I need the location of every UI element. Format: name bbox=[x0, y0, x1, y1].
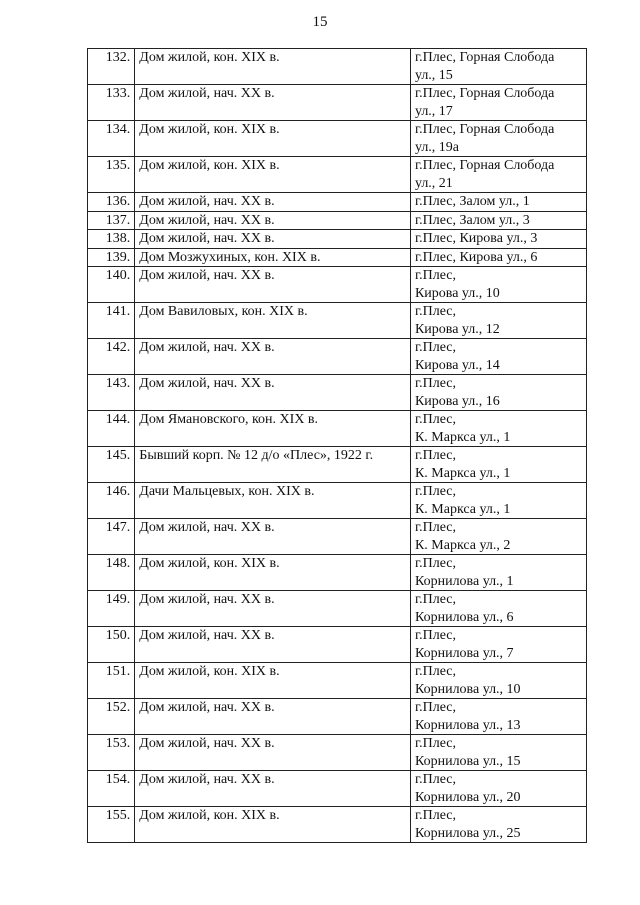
address-cell bbox=[410, 211, 586, 230]
address-line: Корнилова ул., 20 bbox=[414, 789, 521, 805]
object-description-cell: Дом жилой, нач. XX в. bbox=[135, 375, 411, 411]
table-row bbox=[88, 375, 587, 411]
row-number-cell: 148. bbox=[88, 555, 135, 591]
address-line: ул., 21 bbox=[414, 175, 453, 191]
object-description-cell: Дачи Мальцевых, кон. XIX в. bbox=[135, 483, 411, 519]
address-line: г.Плес, bbox=[414, 700, 456, 715]
row-number-cell: 136. bbox=[88, 193, 135, 212]
address-line: г.Плес, Залом ул., 1 bbox=[414, 194, 530, 209]
address-line: К. Маркса ул., 1 bbox=[414, 429, 511, 445]
address-line: г.Плес, Горная Слобода bbox=[414, 50, 555, 65]
object-description-cell: Дом жилой, кон. XIX в. bbox=[135, 49, 411, 85]
table-row bbox=[88, 519, 587, 555]
row-number-cell: 140. bbox=[88, 267, 135, 303]
address-line: г.Плес, bbox=[414, 736, 456, 751]
row-number-cell: 134. bbox=[88, 121, 135, 157]
address-line: г.Плес, Горная Слобода bbox=[414, 122, 555, 137]
table-row bbox=[88, 555, 587, 591]
table-row bbox=[88, 663, 587, 699]
table-row bbox=[88, 248, 587, 267]
row-number-cell: 135. bbox=[88, 157, 135, 193]
address-line: Кирова ул., 10 bbox=[414, 285, 500, 301]
object-description-cell: Дом жилой, нач. XX в. bbox=[135, 193, 411, 212]
address-line: Кирова ул., 14 bbox=[414, 357, 500, 373]
address-line: г.Плес, bbox=[414, 448, 456, 463]
object-description-cell: Дом жилой, нач. XX в. bbox=[135, 699, 411, 735]
table-row bbox=[88, 85, 587, 121]
row-number-cell: 137. bbox=[88, 211, 135, 230]
row-number-cell: 139. bbox=[88, 248, 135, 267]
object-description-cell: Дом жилой, нач. XX в. bbox=[135, 591, 411, 627]
object-description-cell: Дом жилой, нач. XX в. bbox=[135, 85, 411, 121]
address-line: г.Плес, bbox=[414, 268, 456, 283]
address-line: Кирова ул., 12 bbox=[414, 321, 500, 337]
row-number-cell: 141. bbox=[88, 303, 135, 339]
address-line: Кирова ул., 16 bbox=[414, 393, 500, 409]
table-row bbox=[88, 483, 587, 519]
address-line: Корнилова ул., 10 bbox=[414, 681, 521, 697]
row-number-cell: 133. bbox=[88, 85, 135, 121]
address-cell bbox=[410, 555, 586, 591]
object-description-cell: Дом жилой, кон. XIX в. bbox=[135, 807, 411, 843]
row-number-cell: 152. bbox=[88, 699, 135, 735]
address-line: г.Плес, Горная Слобода bbox=[414, 158, 555, 173]
object-description-cell: Дом жилой, нач. XX в. bbox=[135, 735, 411, 771]
table-row bbox=[88, 627, 587, 663]
object-description-cell: Дом Вавиловых, кон. XIX в. bbox=[135, 303, 411, 339]
address-cell bbox=[410, 627, 586, 663]
address-cell bbox=[410, 303, 586, 339]
address-cell bbox=[410, 411, 586, 447]
table-row bbox=[88, 303, 587, 339]
object-description-cell: Дом жилой, нач. XX в. bbox=[135, 771, 411, 807]
row-number-cell: 142. bbox=[88, 339, 135, 375]
object-description-cell: Бывший корп. № 12 д/о «Плес», 1922 г. bbox=[135, 447, 411, 483]
object-description-cell: Дом жилой, кон. XIX в. bbox=[135, 663, 411, 699]
address-line: К. Маркса ул., 1 bbox=[414, 465, 511, 481]
table-row bbox=[88, 735, 587, 771]
row-number-cell: 153. bbox=[88, 735, 135, 771]
address-line: Корнилова ул., 6 bbox=[414, 609, 514, 625]
address-line: г.Плес, Залом ул., 3 bbox=[414, 212, 530, 228]
object-description-cell: Дом Ямановского, кон. XIX в. bbox=[135, 411, 411, 447]
object-description-cell: Дом жилой, нач. XX в. bbox=[135, 519, 411, 555]
address-line: ул., 15 bbox=[414, 67, 453, 83]
object-description-cell: Дом жилой, нач. XX в. bbox=[135, 267, 411, 303]
table-row bbox=[88, 157, 587, 193]
table-row bbox=[88, 447, 587, 483]
row-number-cell: 147. bbox=[88, 519, 135, 555]
address-line: г.Плес, bbox=[414, 304, 456, 319]
row-number-cell: 143. bbox=[88, 375, 135, 411]
address-line: Корнилова ул., 7 bbox=[414, 645, 514, 661]
page-number: 15 bbox=[312, 14, 328, 30]
address-cell bbox=[410, 339, 586, 375]
table-body bbox=[88, 49, 587, 843]
address-line: Корнилова ул., 1 bbox=[414, 573, 514, 589]
address-cell bbox=[410, 375, 586, 411]
table-row bbox=[88, 49, 587, 85]
address-line: К. Маркса ул., 1 bbox=[414, 501, 511, 517]
address-cell bbox=[410, 771, 586, 807]
table-row bbox=[88, 771, 587, 807]
address-cell bbox=[410, 248, 586, 267]
address-cell bbox=[410, 591, 586, 627]
address-line: Корнилова ул., 15 bbox=[414, 753, 521, 769]
table-row bbox=[88, 211, 587, 230]
row-number-cell: 149. bbox=[88, 591, 135, 627]
address-line: г.Плес, bbox=[414, 592, 456, 607]
address-line: г.Плес, Кирова ул., 6 bbox=[414, 249, 538, 265]
row-number-cell: 132. bbox=[88, 49, 135, 85]
object-description-cell: Дом жилой, кон. XIX в. bbox=[135, 157, 411, 193]
address-cell bbox=[410, 193, 586, 212]
address-cell bbox=[410, 121, 586, 157]
address-cell bbox=[410, 230, 586, 249]
address-cell bbox=[410, 85, 586, 121]
address-cell bbox=[410, 663, 586, 699]
address-line: Корнилова ул., 25 bbox=[414, 825, 521, 841]
address-line: г.Плес, bbox=[414, 664, 456, 679]
object-description-cell: Дом жилой, нач. XX в. bbox=[135, 230, 411, 249]
address-cell bbox=[410, 519, 586, 555]
row-number-cell: 154. bbox=[88, 771, 135, 807]
row-number-cell: 138. bbox=[88, 230, 135, 249]
table-row bbox=[88, 230, 587, 249]
row-number-cell: 144. bbox=[88, 411, 135, 447]
table-row bbox=[88, 267, 587, 303]
address-cell bbox=[410, 267, 586, 303]
address-line: г.Плес, bbox=[414, 520, 456, 535]
table-row bbox=[88, 807, 587, 843]
row-number-cell: 145. bbox=[88, 447, 135, 483]
table-row bbox=[88, 121, 587, 157]
address-line: К. Маркса ул., 2 bbox=[414, 537, 511, 553]
address-cell bbox=[410, 447, 586, 483]
table-row bbox=[88, 699, 587, 735]
object-description-cell: Дом жилой, нач. XX в. bbox=[135, 211, 411, 230]
address-cell bbox=[410, 699, 586, 735]
object-description-cell: Дом жилой, нач. XX в. bbox=[135, 339, 411, 375]
object-description-cell: Дом жилой, кон. XIX в. bbox=[135, 121, 411, 157]
object-description-cell: Дом Мозжухиных, кон. XIX в. bbox=[135, 248, 411, 267]
address-line: г.Плес, bbox=[414, 556, 456, 571]
address-line: Корнилова ул., 13 bbox=[414, 717, 521, 733]
address-line: г.Плес, Горная Слобода bbox=[414, 86, 555, 101]
object-description-cell: Дом жилой, нач. XX в. bbox=[135, 627, 411, 663]
address-cell bbox=[410, 735, 586, 771]
address-cell bbox=[410, 49, 586, 85]
address-line: г.Плес, bbox=[414, 484, 456, 499]
table-row bbox=[88, 591, 587, 627]
address-line: г.Плес, bbox=[414, 340, 456, 355]
row-number-cell: 151. bbox=[88, 663, 135, 699]
table-row bbox=[88, 193, 587, 212]
row-number-cell: 146. bbox=[88, 483, 135, 519]
address-cell bbox=[410, 157, 586, 193]
address-line: г.Плес, bbox=[414, 808, 456, 823]
table-row bbox=[88, 411, 587, 447]
address-line: г.Плес, bbox=[414, 412, 456, 427]
address-cell bbox=[410, 807, 586, 843]
address-line: г.Плес, Кирова ул., 3 bbox=[414, 231, 538, 246]
row-number-cell: 155. bbox=[88, 807, 135, 843]
address-line: ул., 19а bbox=[414, 139, 460, 155]
address-line: г.Плес, bbox=[414, 628, 456, 643]
heritage-objects-table bbox=[87, 48, 587, 843]
address-cell bbox=[410, 483, 586, 519]
address-line: г.Плес, bbox=[414, 376, 456, 391]
object-description-cell: Дом жилой, кон. XIX в. bbox=[135, 555, 411, 591]
address-line: г.Плес, bbox=[414, 772, 456, 787]
table-row bbox=[88, 339, 587, 375]
address-line: ул., 17 bbox=[414, 103, 453, 119]
row-number-cell: 150. bbox=[88, 627, 135, 663]
